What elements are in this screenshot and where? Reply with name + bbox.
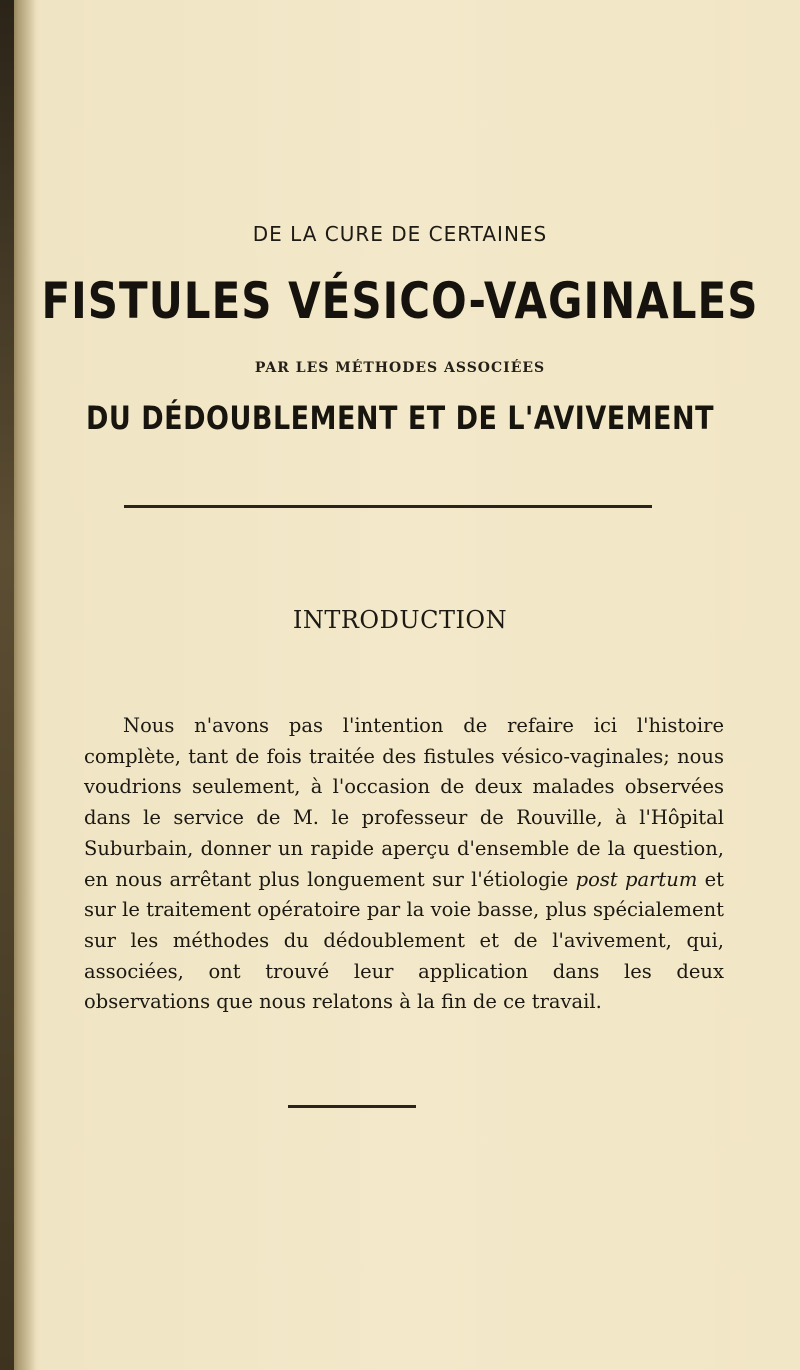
- divider-rule: [124, 505, 652, 508]
- paragraph-italic-text: post partum: [575, 867, 698, 891]
- paragraph-text-end: et sur le traitement opératoire par la voie basse, plus spécialement sur les méthodes du dédoublement et de l'avivement, qui, associées, ont trouvé leur application dans les deux observations que nous relatons à la fin de ce travail.: [84, 867, 724, 1014]
- paragraph: [84, 711, 724, 1018]
- body-paragraph: [84, 711, 724, 1018]
- sub-title: DU DÉDOUBLEMENT ET DE L'AVIVEMENT: [86, 400, 714, 438]
- pre-title: DE LA CURE DE CERTAINES: [252, 222, 548, 246]
- section-heading: INTRODUCTION: [292, 606, 508, 634]
- book-spine: [0, 0, 14, 1370]
- main-title: FISTULES VÉSICO-VAGINALES: [41, 272, 759, 330]
- paragraph-text-start: Nous n'avons pas l'intention de refaire ici l'histoire complète, tant de fois traitée des fistules vésico-vaginales; nous voudrions seulement, à l'occasion de deux malades observées dans le service de M. le professeur de Rouville, à l'Hôpital Suburbain, donner un rapide aperçu d'ensemble de la question, en nous arrêtant plus longuement sur l'étiologie: [84, 714, 724, 891]
- end-rule: [288, 1105, 416, 1108]
- gutter-shadow: [14, 0, 36, 1370]
- by-line: PAR LES MÉTHODES ASSOCIÉES: [254, 360, 546, 376]
